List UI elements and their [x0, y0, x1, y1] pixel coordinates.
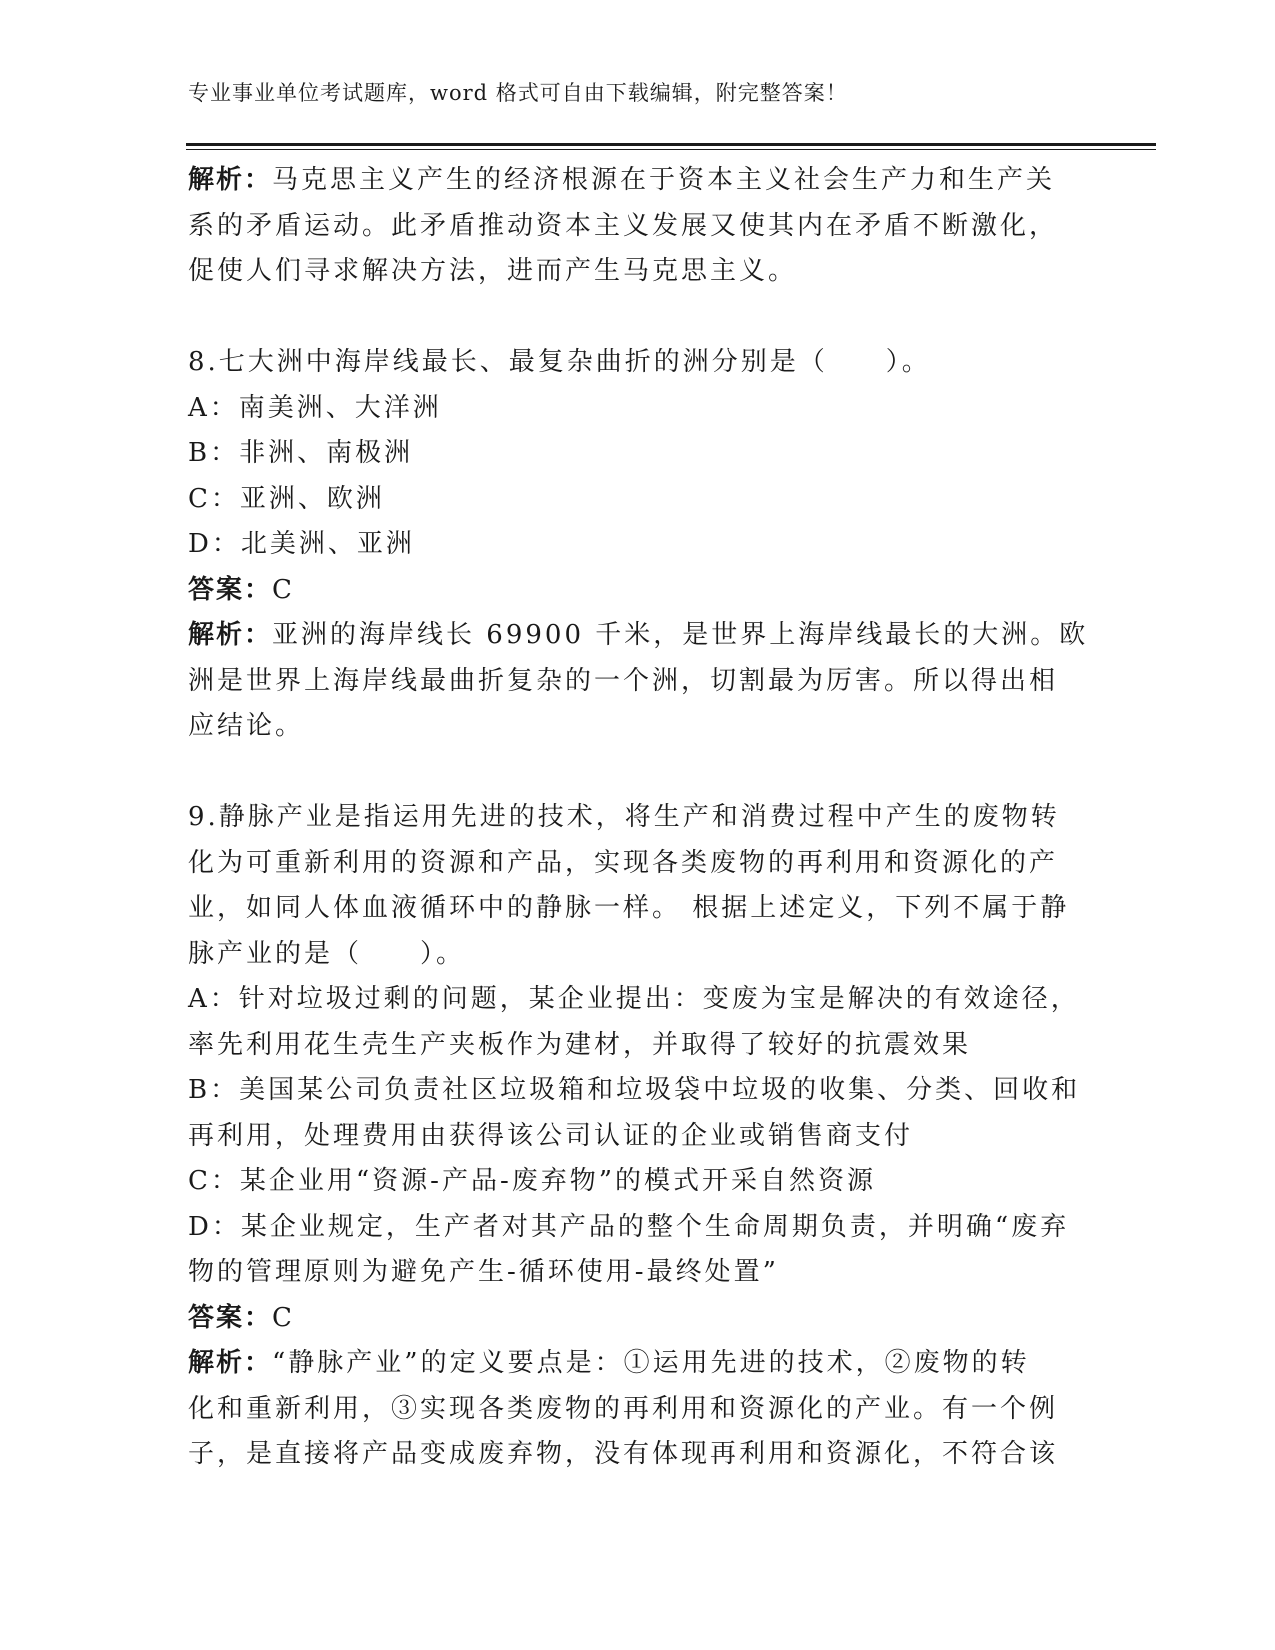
document-body — [188, 158, 1088, 1478]
answer-value: C — [272, 574, 295, 605]
question-8-stem: 8.七大洲中海岸线最长、最复杂曲折的洲分别是（ ）。 — [188, 347, 931, 377]
question-9-analysis-line: 子，是直接将产品变成废弃物，没有体现再利用和资源化，不符合该 — [188, 1439, 1059, 1469]
prev-analysis-line: 促使人们寻求解决方法，进而产生马克思主义。 — [188, 256, 798, 286]
prev-analysis-line: 系的矛盾运动。此矛盾推动资本主义发展又使其内在矛盾不断激化， — [188, 210, 1059, 241]
question-9-option-b-cont: 再利用，处理费用由获得该公司认证的企业或销售商支付 — [188, 1120, 914, 1151]
question-9-stem-line: 业，如同人体血液循环中的静脉一样。 根据上述定义，下列不属于静 — [188, 893, 1070, 923]
answer-label: 答案： — [188, 574, 273, 605]
answer-label: 答案： — [188, 1302, 273, 1333]
analysis-label: 解析： — [188, 165, 273, 195]
question-8-analysis-line: 解析：亚洲的海岸线长 69900 千米，是世界上海岸线最长的大洲。欧 — [188, 620, 1089, 650]
header-rule-thin — [186, 149, 1156, 150]
spacer — [188, 295, 1088, 341]
question-8-answer — [188, 568, 1088, 614]
question-8-analysis-line: 应结论。 — [188, 711, 305, 741]
question-9-analysis-line: 解析：“静脉产业”的定义要点是：①运用先进的技术，②废物的转 — [188, 1348, 1030, 1378]
question-9-option-b: B：美国某公司负责社区垃圾箱和垃圾袋中垃圾的收集、分类、回收和 — [188, 1075, 1081, 1105]
question-9-stem-line: 化为可重新利用的资源和产品，实现各类废物的再利用和资源化的产 — [188, 847, 1059, 878]
question-9-answer — [188, 1296, 1088, 1342]
page-header: 专业事业单位考试题库，word 格式可自由下载编辑，附完整答案！ — [188, 81, 848, 105]
question-9-option-c: C：某企业用“资源-产品-废弃物”的模式开采自然资源 — [188, 1166, 877, 1196]
question-9-analysis-line: 化和重新利用，③实现各类废物的再利用和资源化的产业。有一个例 — [188, 1393, 1059, 1424]
prev-analysis-line: 解析：马克思主义产生的经济根源在于资本主义社会生产力和生产关 — [188, 165, 1056, 195]
question-8-option-d: D：北美洲、亚洲 — [188, 529, 415, 559]
question-8-analysis-line: 洲是世界上海岸线最曲折复杂的一个洲，切割最为厉害。所以得出相 — [188, 665, 1059, 696]
question-9-option-d: D：某企业规定，生产者对其产品的整个生命周期负责，并明确“废弃 — [188, 1211, 1070, 1242]
question-8-option-c: C：亚洲、欧洲 — [188, 483, 385, 514]
question-9-option-d-cont: 物的管理原则为避免产生-循环使用-最终处置” — [188, 1257, 779, 1287]
question-9-option-a-cont: 率先利用花生壳生产夹板作为建材，并取得了较好的抗震效果 — [188, 1029, 972, 1060]
question-9-option-a: A：针对垃圾过剩的问题，某企业提出：变废为宝是解决的有效途径， — [188, 984, 1080, 1014]
analysis-label: 解析： — [188, 1348, 273, 1378]
spacer — [188, 750, 1088, 796]
question-8-option-b: B：非洲、南极洲 — [188, 438, 414, 468]
header-rule-thick — [186, 143, 1156, 146]
answer-value: C — [272, 1302, 295, 1333]
question-9-stem-line: 脉产业的是（ ）。 — [188, 938, 466, 969]
question-8-option-a: A：南美洲、大洋洲 — [188, 392, 442, 423]
analysis-label: 解析： — [188, 620, 273, 650]
question-9-stem-line: 9.静脉产业是指运用先进的技术，将生产和消费过程中产生的废物转 — [188, 802, 1060, 832]
